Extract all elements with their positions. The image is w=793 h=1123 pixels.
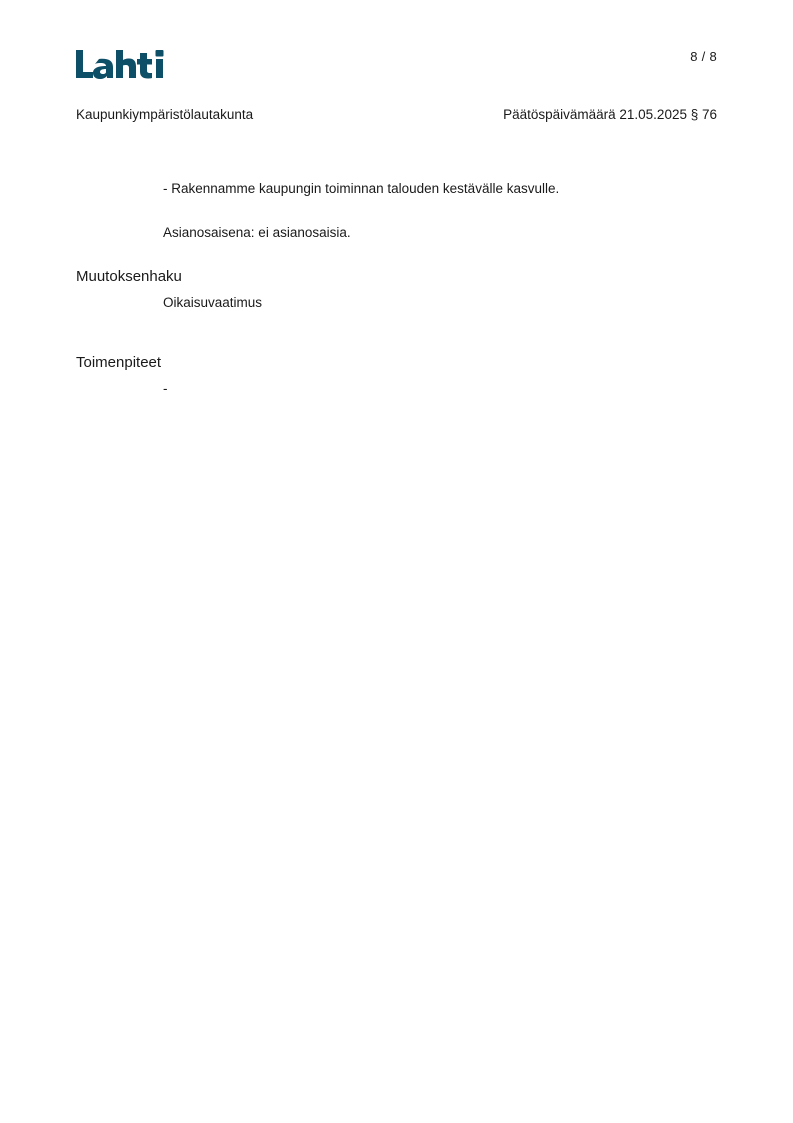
appeal-heading: Muutoksenhaku [76, 268, 182, 285]
actions-heading: Toimenpiteet [76, 354, 162, 371]
growth-statement: - Rakennamme kaupungin toiminnan talouden kestävälle kasvulle. [163, 181, 560, 196]
committee-name: Kaupunkiympäristölautakunta [76, 107, 254, 122]
parties-statement: Asianosaisena: ei asianosaisia. [163, 225, 351, 240]
actions-value: - [163, 381, 168, 396]
appeal-value: Oikaisuvaatimus [163, 295, 263, 310]
lahti-logo [75, 48, 167, 82]
page-number: 8 / 8 [690, 49, 717, 64]
decision-date: Päätöspäivämäärä 21.05.2025 § 76 [503, 107, 717, 122]
lahti-logo-svg [75, 48, 167, 82]
